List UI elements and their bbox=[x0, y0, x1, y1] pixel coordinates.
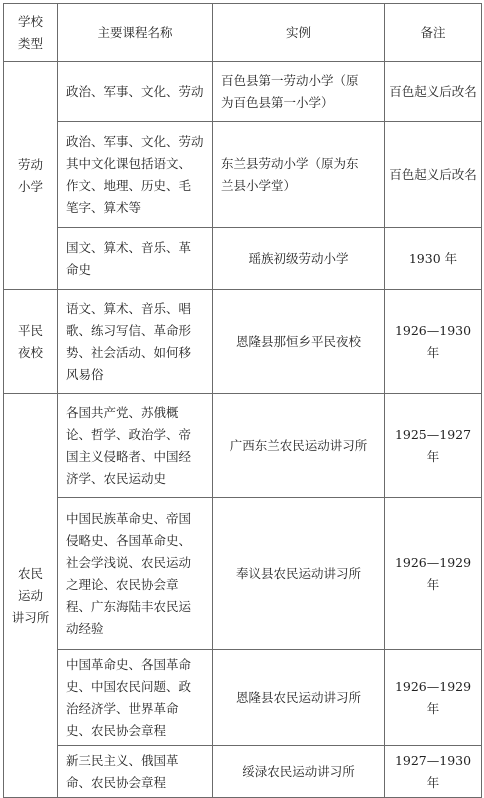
note-cell: 1926—1930 年 bbox=[385, 290, 482, 394]
course-cell bbox=[58, 394, 213, 498]
school-type-cell bbox=[4, 290, 58, 394]
note-cell: 1930 年 bbox=[385, 228, 482, 290]
course-line: 国文、算术、音乐、革 bbox=[66, 239, 192, 255]
course-line: 政治、军事、文化、劳动 bbox=[66, 83, 204, 99]
course-line: 各国共产党、苏俄概 bbox=[66, 404, 179, 420]
school-type-line: 讲习所 bbox=[11, 609, 50, 625]
course-line: 歌、练习写信、革命形 bbox=[66, 322, 192, 338]
example-line: 兰县小学堂） bbox=[221, 177, 297, 193]
note-cell: 百色起义后改名 bbox=[385, 122, 482, 228]
table-row bbox=[4, 394, 482, 498]
example-line: 恩隆县那恒乡平民夜校 bbox=[235, 333, 361, 349]
course-cell bbox=[58, 498, 213, 650]
course-line: 中国革命史、各国革命 bbox=[66, 656, 192, 672]
header-school-type-line: 类型 bbox=[17, 35, 43, 51]
course-line: 笔字、算术等 bbox=[66, 199, 142, 215]
course-line: 史、中国农民问题、政 bbox=[66, 678, 192, 694]
table-row bbox=[4, 746, 482, 798]
school-type-cell bbox=[4, 62, 58, 290]
course-line: 动经验 bbox=[66, 620, 104, 636]
course-line: 治经济学、世界革命 bbox=[66, 700, 179, 716]
example-cell bbox=[213, 228, 385, 290]
table-row bbox=[4, 228, 482, 290]
example-line: 恩隆县农民运动讲习所 bbox=[235, 689, 361, 705]
course-line: 命、农民协会章程 bbox=[66, 774, 167, 790]
school-type-cell bbox=[4, 394, 58, 798]
example-cell bbox=[213, 122, 385, 228]
note-cell: 1927—1930 年 bbox=[385, 746, 482, 798]
example-cell bbox=[213, 650, 385, 746]
school-type-line: 农民 bbox=[17, 565, 43, 581]
example-line: 为百色县第一小学） bbox=[221, 94, 334, 110]
example-line: 东兰县劳动小学（原为东 bbox=[221, 155, 359, 171]
header-example: 实例 bbox=[213, 4, 385, 62]
course-line: 势、社会活动、如何移 bbox=[66, 344, 192, 360]
example-cell bbox=[213, 746, 385, 798]
example-line: 绥渌农民运动讲习所 bbox=[242, 763, 355, 779]
course-line: 新三民主义、俄国革 bbox=[66, 752, 179, 768]
header-school-type-line: 学校 bbox=[17, 13, 43, 29]
course-cell bbox=[58, 650, 213, 746]
example-line: 奉议县农民运动讲习所 bbox=[235, 565, 361, 581]
course-line: 中国民族革命史、帝国 bbox=[66, 510, 192, 526]
school-type-line: 小学 bbox=[17, 178, 43, 194]
header-row bbox=[4, 4, 482, 62]
note-cell: 百色起义后改名 bbox=[385, 62, 482, 122]
course-line: 论、哲学、政治学、帝 bbox=[66, 426, 192, 442]
course-line: 语文、算术、音乐、唱 bbox=[66, 300, 192, 316]
course-cell bbox=[58, 290, 213, 394]
header-course: 主要课程名称 bbox=[58, 4, 213, 62]
note-cell: 1926—1929 年 bbox=[385, 498, 482, 650]
course-line: 之理论、农民协会章 bbox=[66, 576, 179, 592]
course-cell bbox=[58, 228, 213, 290]
example-line: 瑶族初级劳动小学 bbox=[248, 250, 349, 266]
school-type-line: 运动 bbox=[17, 587, 43, 603]
school-type-line: 夜校 bbox=[17, 344, 43, 360]
example-cell bbox=[213, 394, 385, 498]
course-line: 风易俗 bbox=[66, 366, 104, 382]
table-row bbox=[4, 290, 482, 394]
course-line: 政治、军事、文化、劳动 bbox=[66, 133, 204, 149]
note-cell: 1926—1929 年 bbox=[385, 650, 482, 746]
course-line: 作文、地理、历史、毛 bbox=[66, 177, 192, 193]
course-cell bbox=[58, 122, 213, 228]
table-row bbox=[4, 650, 482, 746]
example-cell bbox=[213, 290, 385, 394]
course-cell bbox=[58, 746, 213, 798]
course-line: 国主义侵略者、中国经 bbox=[66, 448, 192, 464]
note-cell: 1925—1927 年 bbox=[385, 394, 482, 498]
example-cell bbox=[213, 498, 385, 650]
example-line: 广西东兰农民运动讲习所 bbox=[229, 437, 368, 453]
school-type-line: 劳动 bbox=[17, 156, 43, 172]
header-school-type bbox=[4, 4, 58, 62]
table-row bbox=[4, 498, 482, 650]
course-line: 其中文化课包括语文、 bbox=[66, 155, 192, 171]
course-line: 程、广东海陆丰农民运 bbox=[66, 598, 192, 614]
header-note: 备注 bbox=[385, 4, 482, 62]
school-type-line: 平民 bbox=[17, 322, 43, 338]
course-line: 史、农民协会章程 bbox=[66, 722, 167, 738]
curriculum-table bbox=[3, 3, 482, 798]
course-cell bbox=[58, 62, 213, 122]
example-cell bbox=[213, 62, 385, 122]
course-line: 济学、农民运动史 bbox=[66, 470, 167, 486]
course-line: 侵略史、各国革命史、 bbox=[66, 532, 192, 548]
table-row bbox=[4, 62, 482, 122]
course-line: 社会学浅说、农民运动 bbox=[66, 554, 192, 570]
table-row bbox=[4, 122, 482, 228]
course-line: 命史 bbox=[66, 261, 92, 277]
example-line: 百色县第一劳动小学（原 bbox=[221, 72, 359, 88]
